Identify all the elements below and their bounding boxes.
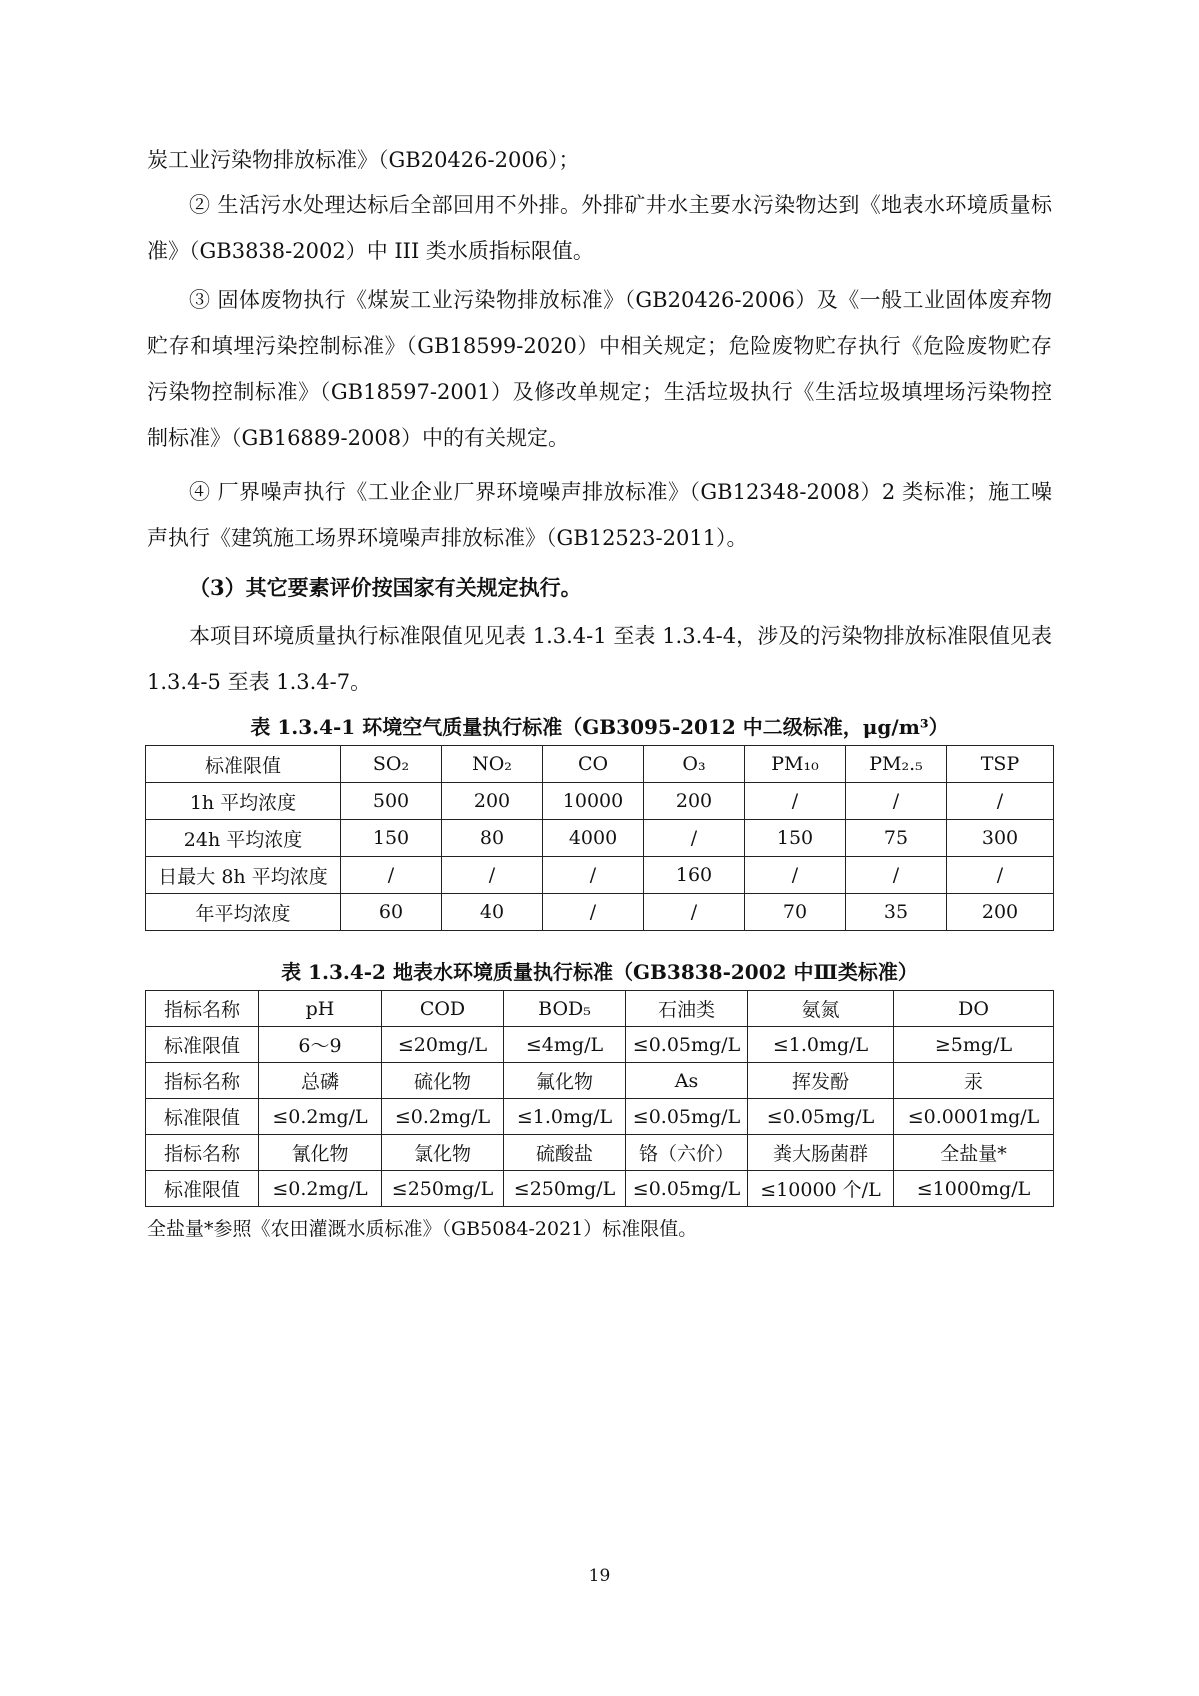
- table-row: [146, 894, 1054, 931]
- table-cell: 汞: [894, 1063, 1054, 1099]
- table-cell: pH: [259, 991, 382, 1027]
- table-header-cell: 标准限值: [146, 746, 341, 783]
- table-cell: /: [745, 783, 846, 820]
- table-cell: ≤0.05mg/L: [748, 1099, 894, 1135]
- table-cell: /: [947, 857, 1054, 894]
- table-cell: ≤1.0mg/L: [504, 1099, 626, 1135]
- table-header-cell: TSP: [947, 746, 1054, 783]
- table-cell: COD: [382, 991, 504, 1027]
- table-row: [146, 1027, 1054, 1063]
- table-header-cell: CO: [543, 746, 644, 783]
- table-cell: 160: [644, 857, 745, 894]
- table-cell: 氨氮: [748, 991, 894, 1027]
- table-note: 全盐量*参照《农田灌溉水质标准》（GB5084-2021）标准限值。: [147, 1218, 698, 1240]
- paragraph-5: （3）其它要素评价按国家有关规定执行。: [189, 575, 582, 600]
- table-cell: 150: [341, 820, 442, 857]
- table-cell: 150: [745, 820, 846, 857]
- table-cell: 300: [947, 820, 1054, 857]
- table-cell: 总磷: [259, 1063, 382, 1099]
- table-row: [146, 857, 1054, 894]
- table-cell: ≤1.0mg/L: [748, 1027, 894, 1063]
- table-cell: BOD₅: [504, 991, 626, 1027]
- table-cell: ≤0.2mg/L: [259, 1171, 382, 1207]
- table-cell: /: [846, 783, 947, 820]
- table-header-cell: PM₂.₅: [846, 746, 947, 783]
- table-cell: 40: [442, 894, 543, 931]
- table-cell: ≥5mg/L: [894, 1027, 1054, 1063]
- table-cell: 70: [745, 894, 846, 931]
- table-cell: ≤0.05mg/L: [626, 1099, 748, 1135]
- table-cell: 200: [947, 894, 1054, 931]
- paragraph-3: ③ 固体废物执行《煤炭工业污染物排放标准》（GB20426-2006）及《一般工业固体废弃物贮存和填埋污染控制标准》（GB18599-2020）中相关规定；危险废物贮存执行《危险废物贮存污染物控制标准》（GB18597-2001）及修改单规定；生活垃圾执行《生活垃圾填埋场污染物控制标准》（GB16889-2008）中的有关规定。: [147, 288, 1052, 450]
- table-cell: 80: [442, 820, 543, 857]
- paragraph-1: 炭工业污染物排放标准》（GB20426-2006）；: [147, 148, 580, 172]
- table-cell: ≤250mg/L: [504, 1171, 626, 1207]
- table-cell: ≤0.2mg/L: [259, 1099, 382, 1135]
- table-cell: /: [543, 894, 644, 931]
- table-header-cell: O₃: [644, 746, 745, 783]
- table-header-cell: NO₂: [442, 746, 543, 783]
- table-cell: 铬（六价）: [626, 1135, 748, 1171]
- table-cell: 指标名称: [146, 1135, 259, 1171]
- table-cell: 75: [846, 820, 947, 857]
- table-cell: /: [846, 857, 947, 894]
- table-cell: /: [341, 857, 442, 894]
- table-cell: 氯化物: [382, 1135, 504, 1171]
- table-cell: 500: [341, 783, 442, 820]
- table-cell: 年平均浓度: [146, 894, 341, 931]
- paragraph-2: ② 生活污水处理达标后全部回用不外排。外排矿井水主要水污染物达到《地表水环境质量标准》（GB3838-2002）中 III 类水质指标限值。: [147, 193, 1052, 263]
- table-cell: 10000: [543, 783, 644, 820]
- table-cell: 60: [341, 894, 442, 931]
- table-row: [146, 991, 1054, 1027]
- table-row: [146, 820, 1054, 857]
- table-cell: /: [644, 894, 745, 931]
- paragraph-4: ④ 厂界噪声执行《工业企业厂界环境噪声排放标准》（GB12348-2008）2 类标准；施工噪声执行《建筑施工场界环境噪声排放标准》（GB12523-2011）。: [147, 480, 1052, 550]
- table-cell: 日最大 8h 平均浓度: [146, 857, 341, 894]
- table-cell: /: [442, 857, 543, 894]
- table-row: [146, 1171, 1054, 1207]
- table-cell: ≤20mg/L: [382, 1027, 504, 1063]
- table-row: [146, 783, 1054, 820]
- table-cell: /: [644, 820, 745, 857]
- table-header-cell: SO₂: [341, 746, 442, 783]
- table-cell: /: [947, 783, 1054, 820]
- table-cell: 粪大肠菌群: [748, 1135, 894, 1171]
- table-cell: 石油类: [626, 991, 748, 1027]
- table-cell: 指标名称: [146, 991, 259, 1027]
- table-cell: As: [626, 1063, 748, 1099]
- table-row: [146, 1135, 1054, 1171]
- table-cell: 氰化物: [259, 1135, 382, 1171]
- table-cell: ≤0.05mg/L: [626, 1171, 748, 1207]
- paragraph-6: 本项目环境质量执行标准限值见见表 1.3.4-1 至表 1.3.4-4，涉及的污染物排放标准限值见表 1.3.4-5 至表 1.3.4-7。: [147, 624, 1052, 694]
- table-cell: ≤4mg/L: [504, 1027, 626, 1063]
- table-cell: 指标名称: [146, 1063, 259, 1099]
- table-row: [146, 1099, 1054, 1135]
- table-cell: 200: [442, 783, 543, 820]
- table-cell: ≤0.0001mg/L: [894, 1099, 1054, 1135]
- table-row: [146, 1063, 1054, 1099]
- table-cell: ≤0.05mg/L: [626, 1027, 748, 1063]
- table-cell: 标准限值: [146, 1171, 259, 1207]
- table-cell: DO: [894, 991, 1054, 1027]
- surface-water-table: [145, 990, 1054, 1207]
- table-header-cell: PM₁₀: [745, 746, 846, 783]
- table-cell: ≤0.2mg/L: [382, 1099, 504, 1135]
- table-cell: 1h 平均浓度: [146, 783, 341, 820]
- table-cell: 硫酸盐: [504, 1135, 626, 1171]
- table-cell: ≤250mg/L: [382, 1171, 504, 1207]
- table-cell: 24h 平均浓度: [146, 820, 341, 857]
- table1-caption: 表 1.3.4-1 环境空气质量执行标准（GB3095-2012 中二级标准，μg/m³）: [250, 715, 949, 739]
- table-cell: 硫化物: [382, 1063, 504, 1099]
- table-cell: 标准限值: [146, 1027, 259, 1063]
- table-cell: ≤1000mg/L: [894, 1171, 1054, 1207]
- table-cell: /: [745, 857, 846, 894]
- table-cell: 氟化物: [504, 1063, 626, 1099]
- table-cell: 挥发酚: [748, 1063, 894, 1099]
- table-header-row: [146, 746, 1054, 783]
- table-cell: /: [543, 857, 644, 894]
- page-number: 19: [588, 1566, 611, 1586]
- table-cell: 4000: [543, 820, 644, 857]
- table2-caption: 表 1.3.4-2 地表水环境质量执行标准（GB3838-2002 中Ⅲ类标准）: [281, 960, 918, 984]
- table-cell: ≤10000 个/L: [748, 1171, 894, 1207]
- table-cell: 标准限值: [146, 1099, 259, 1135]
- air-quality-table: [145, 745, 1054, 931]
- table-cell: 35: [846, 894, 947, 931]
- table-cell: 全盐量*: [894, 1135, 1054, 1171]
- table-cell: 200: [644, 783, 745, 820]
- table-cell: 6～9: [259, 1027, 382, 1063]
